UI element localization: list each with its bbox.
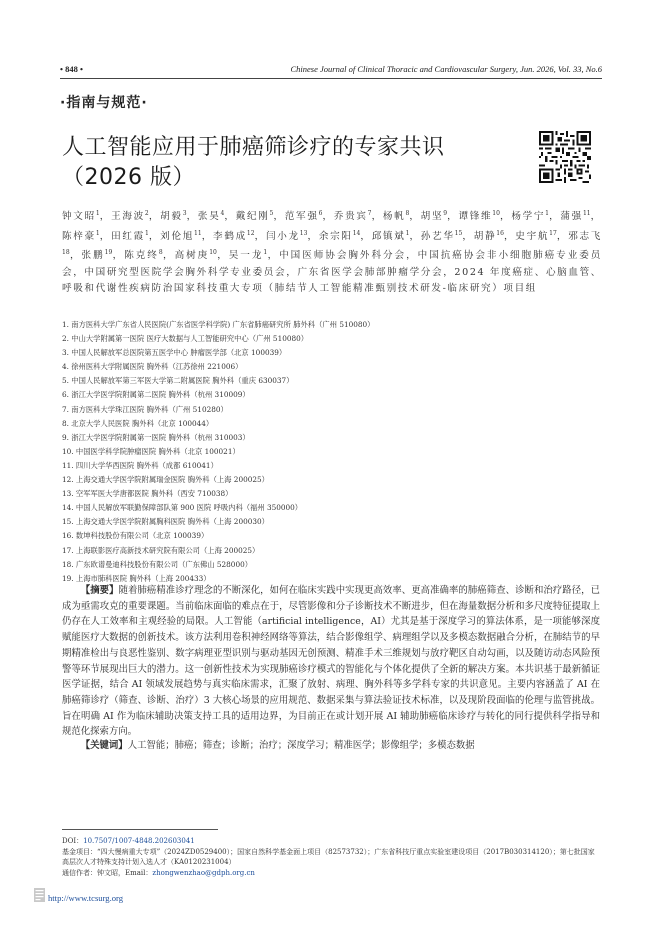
author [236, 211, 274, 222]
title-main: 人工智能应用于肺癌筛诊疗的专家共识 [62, 135, 445, 160]
journal-citation: Chinese Journal of Clinical Thoracic and Cardiovascular Surgery, Jun. 2026, Vol. 33, No.6 [290, 64, 602, 74]
author-affiliation-number: 11 [194, 229, 202, 237]
author-name: 乔贵宾 [333, 211, 368, 223]
author-affiliation-number: 1 [95, 210, 100, 217]
affiliation-item: 19. 上海市肺科医院 胸外科（上海 200433） [62, 573, 211, 583]
affiliation-list [62, 318, 602, 586]
author-affiliation-number: 8 [405, 210, 410, 217]
author-name: 戴纪刚 [235, 211, 270, 223]
author [319, 231, 361, 242]
affiliation-item: 11. 四川大学华西医院 胸外科（成都 610041） [62, 460, 218, 470]
author [515, 231, 557, 242]
author [62, 231, 100, 242]
author-name: 刘伦旭 [160, 230, 195, 242]
abstract-label: 【摘要】 [80, 585, 119, 596]
author [160, 211, 186, 222]
author-affiliation-number: 4 [220, 210, 225, 217]
author [198, 211, 224, 222]
author-affiliation-number: 6 [318, 210, 323, 217]
author [213, 231, 255, 242]
author [124, 250, 162, 261]
author-name: 吴一龙 [228, 250, 264, 262]
author-affiliation-number: 11 [582, 210, 591, 217]
author-name: 胡毅 [160, 211, 183, 223]
author-affiliation-number: 10 [209, 249, 217, 257]
affiliation-item: 6. 浙江大学医学院附属第二医院 胸外科（杭州 310009） [62, 390, 250, 400]
author [62, 211, 100, 222]
author [82, 250, 113, 261]
author-affiliation-number: 7 [367, 210, 372, 217]
journal-logo-icon [34, 888, 45, 902]
title-edition: （2026 版） [62, 165, 195, 190]
author-name: 闫小龙 [265, 230, 300, 242]
author [334, 211, 372, 222]
author-affiliation-number: 19 [104, 249, 113, 257]
doi-label: DOI： [62, 837, 84, 845]
footnotes [62, 836, 600, 878]
author-name: 史宇航 [515, 230, 550, 242]
author-name: 钟文昭 [62, 211, 96, 223]
page-number: • 848 • [60, 64, 83, 74]
author-list [62, 206, 602, 298]
author-name: 王海波 [111, 211, 145, 223]
author-affiliation-number: 13 [299, 229, 308, 237]
running-head [60, 64, 602, 78]
header-rule [60, 78, 602, 79]
author-name: 张昊 [197, 211, 221, 223]
author [285, 211, 323, 222]
author-affiliation-number: 5 [269, 210, 274, 217]
author-affiliation-number: 14 [352, 229, 361, 237]
author-affiliation-number: 1 [405, 229, 410, 237]
affiliation-item: 10. 中国医学科学院肿瘤医院 胸外科（北京 100021） [62, 446, 240, 456]
doi-line [62, 836, 600, 847]
author-name: 胡静 [473, 230, 497, 242]
author-name: 李鹤成 [213, 230, 247, 242]
affiliation-item: 5. 中国人民解放军第三军医大学第二附属医院 胸外科（重庆 630037） [62, 376, 294, 386]
author [383, 211, 409, 222]
correspondence-prefix: 通信作者：钟文昭，Email： [62, 868, 153, 877]
author [160, 231, 202, 242]
affiliation-item: 7. 南方医科大学珠江医院 胸外科（广州 510280） [62, 404, 228, 414]
keywords [62, 738, 600, 754]
author-name: 张鹏 [81, 250, 105, 262]
affiliation-item: 3. 中国人民解放军总医院第五医学中心 肿瘤医学部（北京 100039） [62, 348, 287, 358]
affiliation-item: 17. 上海联影医疗高新技术研究院有限公司（上海 200025） [62, 545, 260, 555]
author-affiliation-number: 18 [62, 249, 70, 257]
author-name: 田红霞 [111, 230, 145, 242]
author [372, 231, 410, 242]
affiliation-item: 16. 数坤科技股份有限公司（北京 100039） [62, 531, 209, 541]
author-name: 蒲强 [560, 211, 583, 223]
author-affiliation-number: 10 [492, 210, 500, 217]
author [474, 231, 504, 242]
author-affiliation-number: 15 [454, 229, 463, 237]
author-affiliation-number: 16 [496, 229, 504, 237]
author-organizations: 中国医师协会胸外科分会，中国抗癌协会非小细胞肺癌专业委员会，中国研究型医院学会胸外科学专业委员会，广东省医学会肺部肿瘤学分会，2024 年度癌症、心脑血管、呼吸和代谢性疾病防治国家科技重大专项（肺结节人工智能精准甄别技术研发-临床研究）项目组 [62, 250, 602, 295]
keywords-label: 【关键词】 [80, 740, 128, 751]
doi-link[interactable]: 10.7507/1007-4848.202603041 [83, 837, 195, 845]
author-name: 孙艺华 [420, 230, 455, 242]
funding-note: 基金项目：“四大慢病重大专项”（2024ZD0529400）；国家自然科学基金面上项目（82573732）；广东省科技厅重点实验室建设项目（2017B030314120）；第七批国家高层次人才特殊支持计划入选人才（KA0120231004） [62, 847, 595, 867]
author [421, 211, 447, 222]
footnote-rule [62, 829, 218, 830]
section-label: ·指南与规范· [60, 95, 148, 111]
author-affiliation-number: 1 [95, 229, 100, 237]
affiliation-item: 14. 中国人民解放军联勤保障部队第 900 医院 呼吸内科（福州 350000） [62, 503, 303, 513]
article-title [62, 133, 512, 193]
author [560, 211, 590, 222]
affiliation-item: 4. 徐州医科大学附属医院 胸外科（江苏徐州 221006） [62, 362, 243, 372]
author-name: 高树庚 [174, 250, 210, 262]
affiliation-item: 2. 中山大学附属第一医院 医疗大数据与人工智能研究中心（广州 510080） [62, 334, 309, 344]
author-affiliation-number: 8 [158, 249, 163, 257]
author [421, 231, 463, 242]
affiliation-item: 1. 南方医科大学广东省人民医院(广东省医学科学院) 广东省肺癌研究所 肺外科（广州 510080） [62, 320, 375, 329]
author-name: 余宗阳 [318, 230, 353, 242]
author-affiliation-number: 2 [144, 210, 149, 217]
author [266, 231, 308, 242]
keywords-text: 人工智能；肺癌；筛查；诊断；治疗；深度学习；精准医学；影像组学；多模态数据 [127, 740, 475, 751]
author-name: 杨帆 [382, 211, 406, 223]
affiliation-item: 8. 北京大学人民医院 胸外科（北京 100044） [62, 418, 214, 428]
affiliation-item: 9. 浙江大学医学院附属第一医院 胸外科（杭州 310003） [62, 432, 250, 442]
author [111, 211, 149, 222]
affiliation-item: 12. 上海交通大学医学院附属瑞金医院 胸外科（上海 200025） [62, 475, 269, 485]
author-affiliation-number: 3 [182, 210, 187, 217]
author-name: 陈梓豪 [62, 230, 96, 242]
author-name: 胡坚 [420, 211, 444, 223]
author [229, 250, 267, 261]
affiliation-item: 15. 上海交通大学医学院附属胸科医院 胸外科（上海 200030） [62, 517, 269, 527]
correspondence-line [62, 868, 600, 879]
author-name: 邱镇斌 [371, 230, 406, 242]
abstract [62, 583, 600, 740]
abstract-text: 随着肺癌精准诊疗理念的不断深化，如何在临床实践中实现更高效率、更高准确率的肺癌筛查、诊断和治疗路径，已成为亟需攻克的重要课题。当前临床面临的难点在于，尽管影像和分子诊断技术不断进步，但在海量数据分析和多尺度特征提取上仍存在人工效率和主观经验的局限。人工智能（artificial intelligence，AI）尤其是基于深度学习的算法体系，是一项能够深度赋能医疗大数据的创新技术。该方法利用卷积神经网络等算法，结合影像组学、病理组学以及多模态数据融合分析，在肺结节的早期精准检出与良恶性鉴别、数字病理亚型识别与驱动基因无创预测、精准手术三维规划与放疗靶区自动勾画，以及随访动态风险预警等环节展现出巨大的潜力。这一创新性技术为实现肺癌诊疗模式的智能化与个体化提供了全新的解决方案。本共识基于最新循证医学证据，结合 AI 领域发展趋势与真实临床需求，汇聚了放射、病理、胸外科等多学科专家的共识意见。主要内容涵盖了 AI 在肺癌筛诊疗（筛查、诊断、治疗）3 大核心场景的应用规范、数据采集与算法验证技术标准，以及现阶段面临的伦理与监管挑战。旨在明确 AI 作为临床辅助决策支持工具的适用边界，为目前正在或计划开展 AI 辅助肺癌临床诊疗与转化的同行提供科学指导和规范化探索方向。 [62, 585, 600, 738]
author-affiliation-number: 1 [263, 249, 268, 257]
affiliation-item: 13. 空军军医大学唐都医院 胸外科（西安 710038） [62, 489, 233, 499]
email-link[interactable]: zhongwenzhao@gdph.org.cn [152, 868, 255, 877]
author-affiliation-number: 9 [443, 210, 448, 217]
author-affiliation-number: 1 [545, 210, 549, 217]
website-link[interactable]: http://www.tcsurg.org [48, 893, 124, 903]
author-name: 杨学宁 [511, 211, 546, 223]
author [175, 250, 217, 261]
author-name: 谭锋维 [458, 211, 493, 223]
author [111, 231, 149, 242]
author-affiliation-number: 12 [246, 229, 255, 237]
author [458, 211, 500, 222]
author-affiliation-number: 17 [549, 229, 557, 237]
qr-code-icon[interactable] [539, 131, 591, 183]
author-names: 钟文昭$^1$，王海波$^2$，胡毅$^3$，张昊$^4$，戴纪刚$^5$，范军强$^6$，乔贵宾$^7$，杨帆$^8$，胡坚$^9$，谭锋维$^{10}$，杨学宁$^1$，蒲强$^{11}$，陈梓豪$^1$，田红霞$^1$，刘伦旭$^{11}$，李鹤成$^{12}$，闫小龙$^{13}$，余宗阳$^{14}$，邱镇斌$^1$，孙艺华$^{15}$，胡静$^{16}$，史宇航$^{17}$，邪志飞$^{18}$，张鹏$^{19}$，陈克终$^8$，高树庚$^{10}$，吴一龙$^1$， [62, 210, 602, 262]
author-name: 陈克终 [124, 250, 159, 262]
author-affiliation-number: 1 [144, 229, 149, 237]
affiliation-item: 18. 广东欧谱曼迪科技股份有限公司（广东佛山 528000） [62, 559, 253, 569]
author [511, 211, 549, 222]
author-name: 范军强 [284, 211, 319, 223]
author-name: 邪志飞 [568, 230, 602, 242]
